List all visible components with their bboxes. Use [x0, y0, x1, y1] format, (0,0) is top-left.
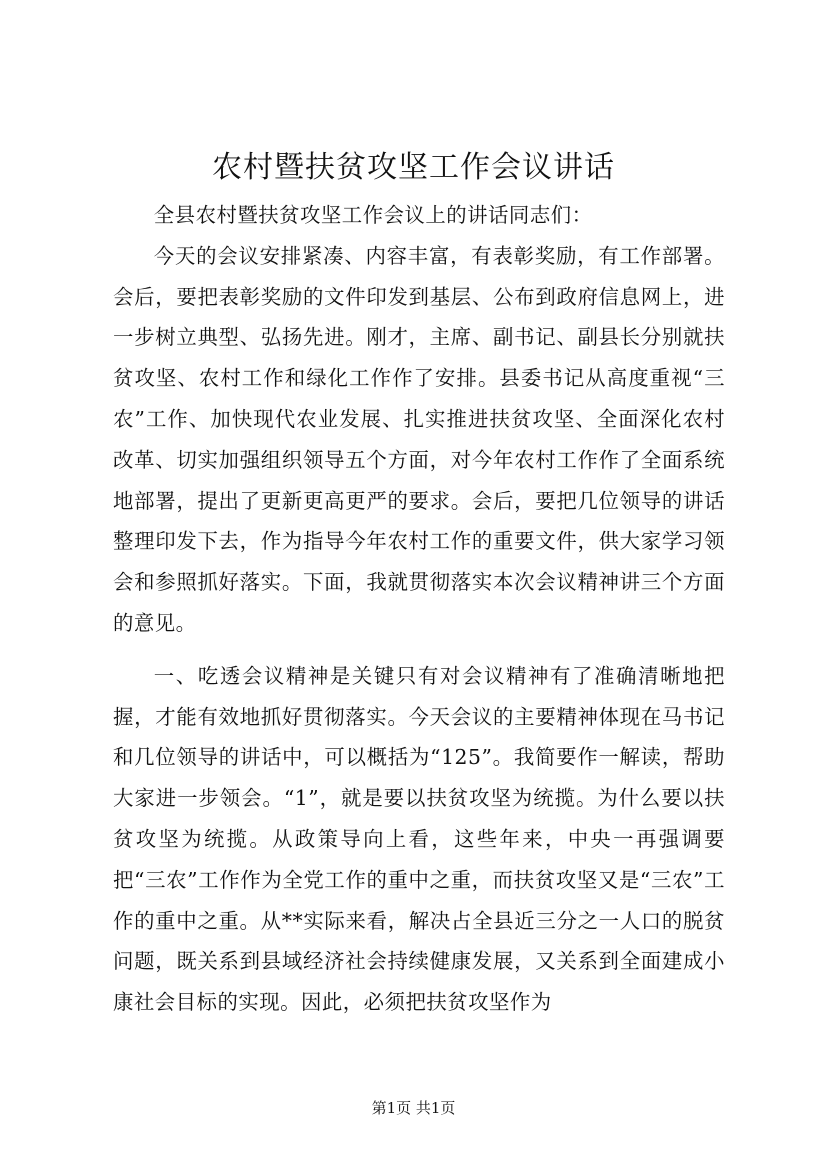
body-paragraph-2: 一、吃透会议精神是关键只有对会议精神有了准确清晰地把握，才能有效地抓好贯彻落实。今天会议的主要精神体现在马书记和几位领导的讲话中，可以概括为“125”。我简要作一解读，帮助大家进一步领会。“1”，就是要以扶贫攻坚为统揽。为什么要以扶贫攻坚为统揽。从政策导向上看，这些年来，中央一再强调要把“三农”工作作为全党工作的重中之重，而扶贫攻坚又是“三农”工作的重中之重。从**实际来看，解决占全县近三分之一人口的脱贫问题，既关系到县域经济社会持续健康发展，又关系到全面建成小康社会目标的实现。因此，必须把扶贫攻坚作为 — [113, 663, 725, 1015]
document-body — [113, 195, 725, 1023]
document-title: 农村暨扶贫攻坚工作会议讲话 — [212, 150, 615, 185]
body-paragraph-1: 今天的会议安排紧凑、内容丰富，有表彰奖励，有工作部署。会后，要把表彰奖励的文件印发到基层、公布到政府信息网上，进一步树立典型、弘扬先进。刚才，主席、副书记、副县长分别就扶贫攻坚、农村工作和绿化工作作了安排。县委书记从高度重视“三农”工作、加快现代农业发展、扎实推进扶贫攻坚、全面深化农村改革、切实加强组织领导五个方面，对今年农村工作作了全面系统地部署，提出了更新更高更严的要求。会后，要把几位领导的讲话整理印发下去，作为指导今年农村工作的重要文件，供大家学习领会和参照抓好落实。下面，我就贯彻落实本次会议精神讲三个方面的意见。 — [113, 243, 725, 635]
salutation-paragraph: 全县农村暨扶贫攻坚工作会议上的讲话同志们： — [153, 203, 593, 227]
page-number-footer: 第1页 共1页 — [371, 1099, 456, 1117]
